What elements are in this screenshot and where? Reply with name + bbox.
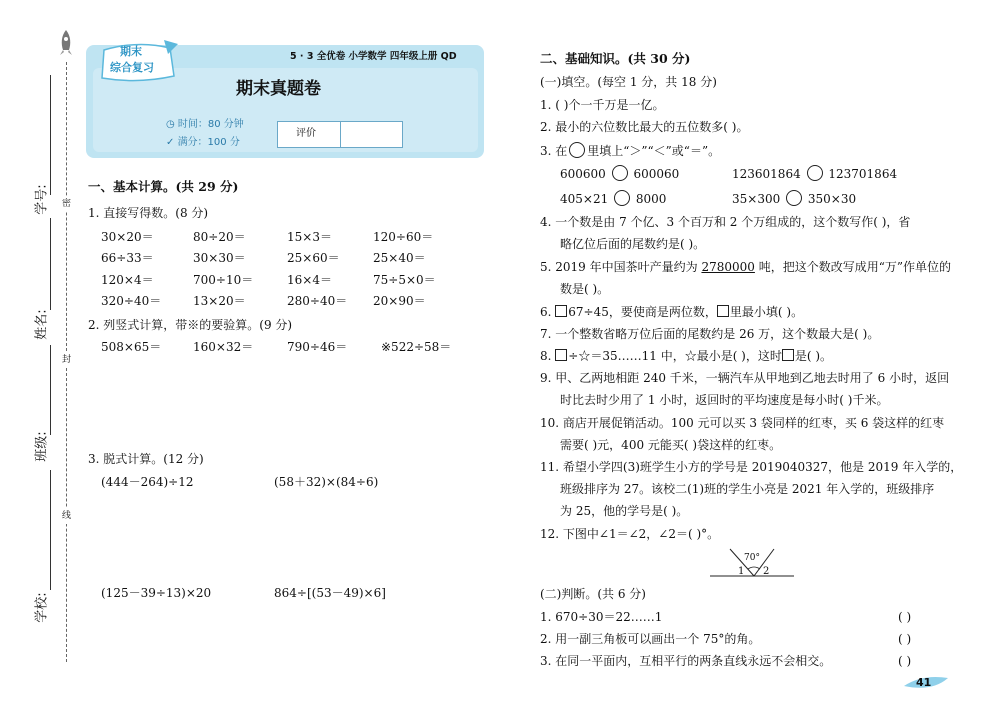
score-label: ✓ 满分：100 分 — [166, 137, 240, 148]
judge-paren: ( ) — [898, 632, 912, 646]
fill-q2: 2. 最小的六位数比最大的五位数多( )。 — [540, 120, 749, 134]
calc-item: 20×90＝ — [373, 294, 426, 308]
fill-q11-cont: 班级排序为 27。该校二(1)班的学生小亮是 2021 年入学的，班级排序 — [560, 482, 935, 496]
fill-q4-cont: 略亿位后面的尾数约是( )。 — [560, 237, 706, 251]
calc-item: 25×40＝ — [373, 251, 426, 265]
evaluation-label: 评价 — [296, 128, 316, 139]
part2-title: (二)判断。(共 6 分) — [540, 587, 646, 601]
fill-q5: 5. 2019 年中国茶叶产量约为 2780000 吨，把这个数改写成用“万”作单位的 — [540, 260, 952, 274]
section1-title: 一、基本计算。(共 29 分) — [88, 179, 239, 194]
compare-row: 600600 600060 — [560, 167, 680, 181]
calc-item: 30×30＝ — [193, 251, 246, 265]
time-label: ◷ 时间：80 分钟 — [166, 119, 244, 130]
q3-title: 3. 脱式计算。(12 分) — [88, 452, 204, 466]
seal-mi: 密 — [62, 196, 71, 212]
underline-banji — [50, 345, 51, 435]
fill-q9-cont: 时比去时少用了 1 小时，返回时的平均速度是每小时( )千米。 — [560, 393, 889, 407]
box-placeholder — [555, 349, 567, 361]
rocket-icon — [59, 30, 73, 60]
vertical-calc-item: 160×32＝ — [193, 340, 254, 354]
badge-line1: 期末 — [120, 45, 142, 58]
fill-q10: 10. 商店开展促销活动。100 元可以买 3 袋同样的红枣，买 6 袋这样的红枣 — [540, 416, 945, 430]
underline-xuehao — [50, 75, 51, 195]
angle-2-label: 2 — [763, 566, 770, 577]
box-placeholder — [782, 349, 794, 361]
page-number: 41 — [916, 676, 932, 689]
fill-q11: 11. 希望小学四(3)班学生小方的学号是 2019040327，他是 2019 年入学的， — [540, 460, 963, 474]
underline-xingming — [50, 218, 51, 310]
label-xuexiao: 学校: — [34, 592, 50, 623]
step-calc-item: (444－264)÷12 — [101, 475, 194, 489]
vertical-calc-item: 508×65＝ — [101, 340, 162, 354]
part1-title: (一)填空。(每空 1 分，共 18 分) — [540, 75, 717, 89]
fill-q6: 6. 67÷45，要使商是两位数， 里最小填( )。 — [540, 305, 804, 319]
fill-q1: 1. ( )个一千万是一亿。 — [540, 98, 665, 112]
judge-q1: 1. 670÷30＝22……1 — [540, 610, 663, 624]
calc-item: 15×3＝ — [287, 230, 332, 244]
angle-70-label: 70° — [744, 553, 760, 563]
fill-q3: 3. 在 里填上“＞”“＜”或“＝”。 — [540, 144, 721, 158]
calc-item: 80÷20＝ — [193, 230, 246, 244]
step-calc-item: (58＋32)×(84÷6) — [274, 475, 379, 489]
series-label: 5 · 3 全优卷 小学数学 四年级上册 QD — [290, 51, 457, 62]
fill-q11-cont2: 为 25，他的学号是( )。 — [560, 504, 689, 518]
seal-feng: 封 — [62, 352, 71, 368]
fill-q7: 7. 一个整数省略万位后面的尾数约是 26 万，这个数最大是( )。 — [540, 327, 880, 341]
fill-q5-cont: 数是( )。 — [560, 282, 610, 296]
page-title: 期末真题卷 — [236, 79, 321, 99]
q1-title: 1. 直接写得数。(8 分) — [88, 206, 209, 220]
calc-item: 75÷5×0＝ — [373, 273, 436, 287]
judge-q3: 3. 在同一平面内，互相平行的两条直线永远不会相交。 — [540, 654, 832, 668]
compare-circle — [807, 165, 823, 181]
step-calc-item: 864÷[(53－49)×6] — [274, 586, 386, 600]
calc-item: 30×20＝ — [101, 230, 154, 244]
judge-q2: 2. 用一副三角板可以画出一个 75°的角。 — [540, 632, 761, 646]
evaluation-divider — [340, 121, 341, 148]
judge-paren: ( ) — [898, 654, 912, 668]
fill-q9: 9. 甲、乙两地相距 240 千米，一辆汽车从甲地到乙地去时用了 6 小时，返回 — [540, 371, 950, 385]
step-calc-item: (125－39÷13)×20 — [101, 586, 212, 600]
box-placeholder — [555, 305, 567, 317]
fill-q10-cont: 需要( )元，400 元能买( )袋这样的红枣。 — [560, 438, 782, 452]
angle-1-label: 1 — [738, 566, 745, 577]
calc-item: 13×20＝ — [193, 294, 246, 308]
check-icon: ✓ — [166, 137, 178, 148]
calc-item: 320÷40＝ — [101, 294, 162, 308]
vertical-calc-item: 790÷46＝ — [287, 340, 348, 354]
compare-circle — [612, 165, 628, 181]
fill-q8: 8. ÷☆＝35……11 中，☆最小是( )，这时 是( )。 — [540, 349, 833, 363]
label-xingming: 姓名: — [34, 309, 50, 340]
fill-q4: 4. 一个数是由 7 个亿、3 个百万和 2 个万组成的，这个数写作( )，省 — [540, 215, 911, 229]
judge-paren: ( ) — [898, 610, 912, 624]
underline-xuexiao — [50, 470, 51, 590]
clock-icon: ◷ — [166, 119, 178, 130]
calc-item: 66÷33＝ — [101, 251, 154, 265]
q2-title: 2. 列竖式计算，带※的要验算。(9 分) — [88, 318, 293, 332]
calc-item: 120÷60＝ — [373, 230, 434, 244]
compare-row: 123601864 123701864 — [732, 167, 898, 181]
seal-xian: 线 — [62, 508, 71, 524]
calc-item: 16×4＝ — [287, 273, 332, 287]
compare-row: 405×21 8000 — [560, 192, 667, 206]
compare-circle — [614, 190, 630, 206]
compare-row: 35×300 350×30 — [732, 192, 857, 206]
label-xuehao: 学号: — [34, 184, 50, 215]
compare-circle — [786, 190, 802, 206]
fill-q12: 12. 下图中∠1＝∠2，∠2＝( )°。 — [540, 527, 720, 541]
calc-item: 25×60＝ — [287, 251, 340, 265]
label-banji: 班级: — [34, 431, 50, 462]
vertical-calc-item: ※522÷58＝ — [381, 340, 452, 354]
calc-item: 280÷40＝ — [287, 294, 348, 308]
compare-circle — [569, 142, 585, 158]
badge-line2: 综合复习 — [110, 61, 154, 74]
calc-item: 700÷10＝ — [193, 273, 254, 287]
box-placeholder — [717, 305, 729, 317]
calc-item: 120×4＝ — [101, 273, 154, 287]
section2-title: 二、基础知识。(共 30 分) — [540, 51, 691, 66]
